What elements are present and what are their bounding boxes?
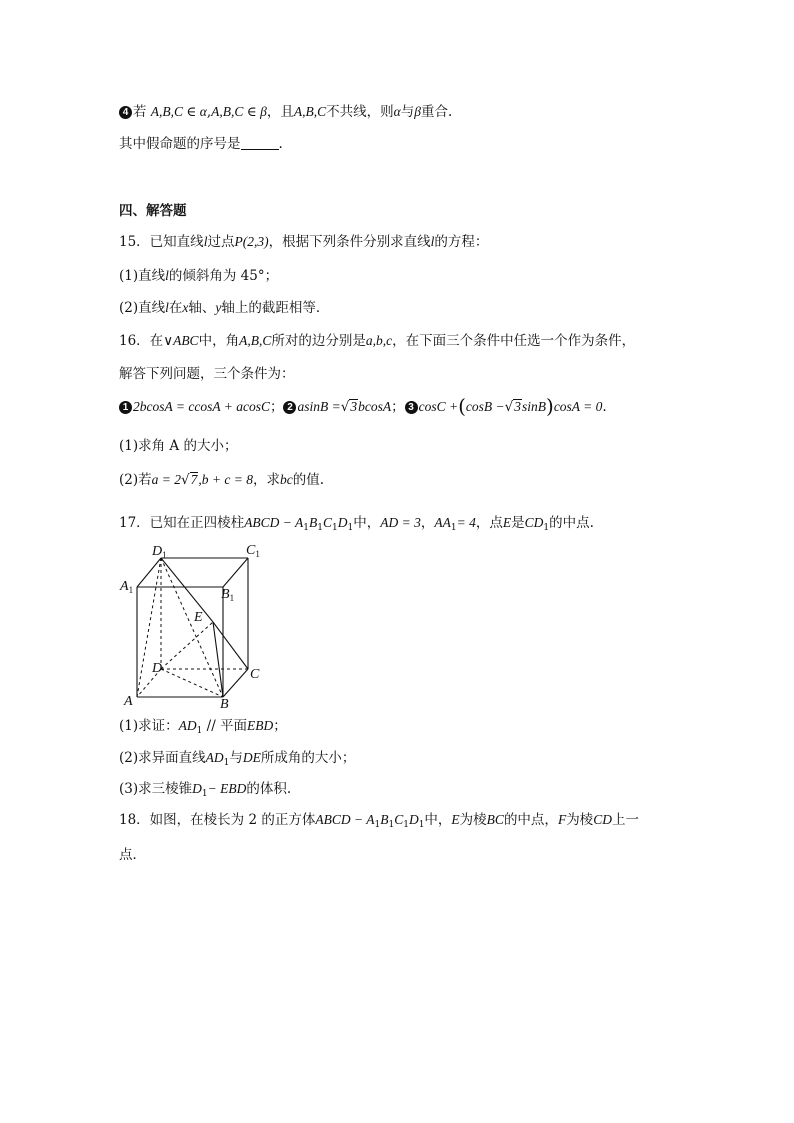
segment-D1E [161,558,213,622]
q15-stem: 15．已知直线l过点P(2,3)，根据下列条件分别求直线l的方程： [119,234,489,250]
q14-item4: 4 若 A,B,C ∈ α,A,B,C ∈ β，且A,B,C不共线，则α与β重合. [119,102,452,122]
circled-number-3: 3 [405,401,418,414]
section-heading: 四、解答题 [119,203,187,219]
q16-part1: (1)求角 A 的大小； [119,438,238,454]
q15-part1: (1)直线l的倾斜角为 45°； [119,268,279,284]
label-B: B [220,697,229,710]
q18-stem: 18．如图，在棱长为 2 的正方体ABCD − $A_1B_1C_1D_1$中，E为棱BC的中点，F为棱CD上一 [119,812,639,830]
prism-figure [115,538,275,710]
q16-stem-line2: 解答下列问题，三个条件为： [119,366,295,382]
circled-number-1: 1 [119,401,132,414]
edge-BC [223,669,248,697]
q16-part2: (2)若a = 2√7,b + c = 8，求bc的值. [119,472,324,488]
hidden-segment-AD1 [137,558,161,697]
label-A1: $A_1$ [120,579,134,595]
circled-number-4: 4 [119,106,132,119]
q17-part2: (2)求异面直线$AD_1$与DE所成角的大小； [119,750,356,768]
label-C: C [250,667,260,682]
label-D1: $D_1$ [152,544,167,560]
q18-stem-line2: 点． [119,847,146,863]
q17-stem: 17．已知在正四棱柱ABCD − $A_1B_1C_1D_1$中，AD = 3，$AA_1= 4$，点E是$CD_1$的中点. [119,515,594,533]
q14-question: 其中假命题的序号是 . [119,136,283,152]
label-D: D [152,661,163,676]
q16-stem: 16．在∨ABC中，角A,B,C所对的边分别是a,b,c，在下面三个条件中任选一个作为条件， [119,333,636,349]
edge-C1B1 [223,558,248,587]
label-B1: $B_1$ [221,587,235,603]
hidden-segment-DE [161,622,213,669]
circled-number-2: 2 [283,401,296,414]
edge-D1A1 [137,558,161,587]
q17-part3: (3)求三棱锥$D_1-$ EBD的体积. [119,781,292,799]
label-C1: $C_1$ [246,543,260,559]
label-A: A [124,694,133,709]
q15-part2: (2)直线l在x轴、y轴上的截距相等． [119,300,330,316]
q16-conditions: 1 2bcosA = ccosA + acosC； 2 asinB =√3bcosA； 3 cosC +(cosB −√3sinB)cosA = 0. [119,397,607,417]
hidden-segment-DB [161,669,223,697]
label-E: E [194,610,203,625]
q17-part1: (1)求证：$AD_1$ // 平面EBD； [119,718,287,736]
answer-blank[interactable] [241,135,279,150]
